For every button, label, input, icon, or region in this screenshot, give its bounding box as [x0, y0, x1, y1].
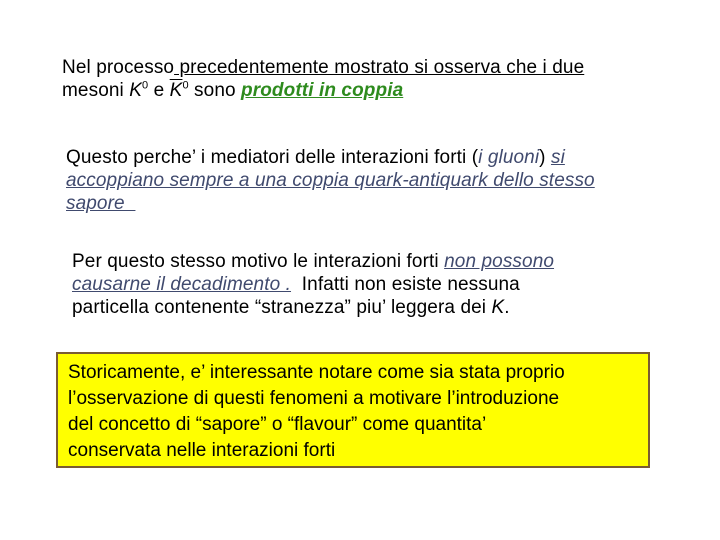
paragraph3-line2 — [72, 273, 672, 296]
text-fragment: sono — [188, 80, 242, 101]
antikaon-superscript: 0 — [182, 79, 189, 92]
kaon-symbol: K — [491, 297, 505, 318]
text-fragment: ) — [539, 147, 551, 168]
note-line4: conservata nelle interazioni forti — [68, 440, 336, 461]
paragraph2-line1 — [66, 146, 706, 169]
gluons-term: i gluoni — [478, 147, 540, 168]
underlined-phrase: si — [550, 147, 565, 168]
historical-note-box — [56, 352, 650, 468]
paragraph3-line3 — [72, 296, 672, 319]
kaon-superscript: 0 — [142, 79, 149, 92]
text-fragment: Nel processo — [62, 57, 175, 78]
paragraph-gluon-coupling — [66, 146, 706, 215]
underlined-phrase: non possono — [444, 251, 555, 272]
historical-note-text — [68, 360, 638, 464]
text-fragment: particella contenente “stranezza” piu’ leggera dei — [72, 297, 492, 318]
note-line2: l’osservazione di questi fenomeni a motivare l’introduzione — [68, 388, 560, 409]
text-fragment: e — [148, 80, 170, 101]
kaon-symbol: K — [129, 80, 143, 101]
underlined-phrase: causarne il decadimento . — [72, 274, 292, 295]
text-fragment: Questo perche’ i mediatori delle interazioni forti ( — [66, 147, 479, 168]
text-fragment: . — [504, 297, 510, 318]
paragraph2-line2: accoppiano sempre a una coppia quark-antiquark dello stesso — [66, 170, 595, 191]
text-fragment: mesoni — [62, 80, 130, 101]
note-line1: Storicamente, e’ interessante notare come sia stata proprio — [68, 362, 565, 383]
text-fragment-underlined: precedentemente mostrato si osserva che i due — [174, 57, 585, 78]
paragraph2-line3: sapore — [66, 193, 136, 214]
highlight-produced-in-pairs: prodotti in coppia — [241, 80, 404, 101]
note-line3: del concetto di “sapore” o “flavour” come quantita’ — [68, 414, 487, 435]
paragraph3-line1 — [72, 250, 672, 273]
paragraph1-line2 — [62, 79, 702, 102]
text-fragment: Per questo stesso motivo le interazioni forti — [72, 251, 445, 272]
antikaon-symbol: $\overline{K}$ — [169, 80, 183, 101]
text-fragment: Infatti non esiste nessuna — [291, 274, 520, 295]
paragraph-strong-decay — [72, 250, 672, 319]
paragraph-kaon-production — [62, 56, 702, 102]
paragraph1-line1 — [62, 56, 702, 79]
